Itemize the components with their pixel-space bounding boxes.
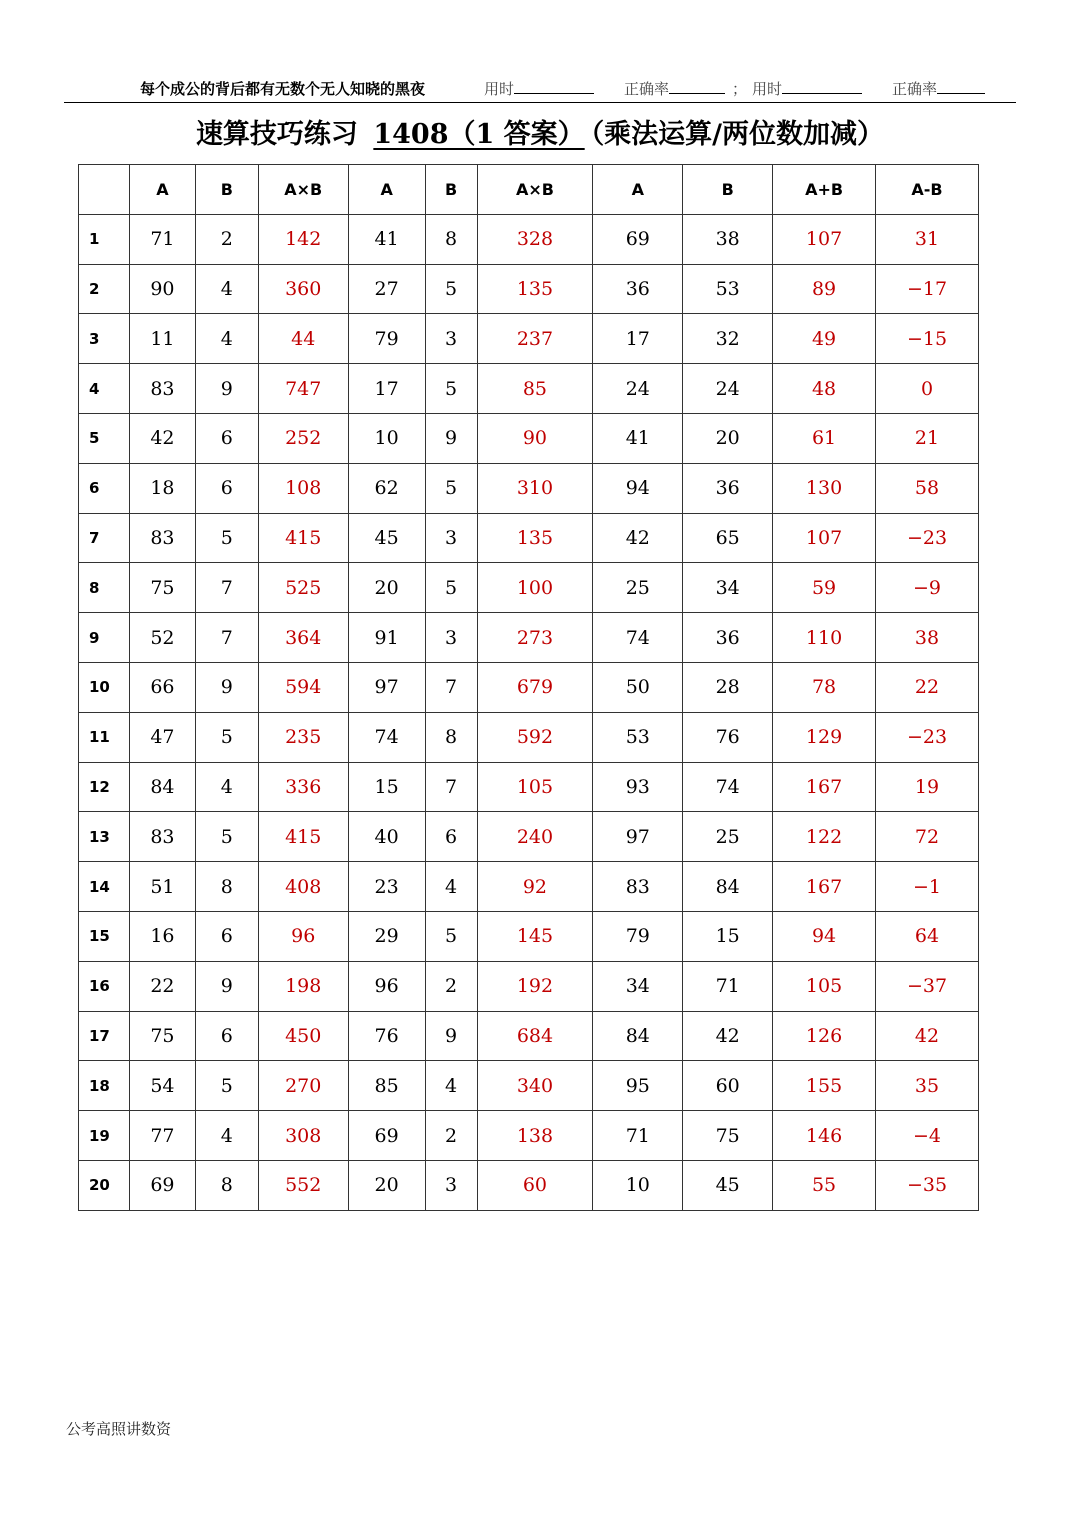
page-title	[0, 112, 1080, 151]
value-a: 76	[348, 1011, 425, 1061]
value-b: 3	[425, 314, 477, 364]
value-a: 25	[593, 563, 683, 613]
table-row	[79, 613, 979, 663]
value-b: 42	[683, 1011, 773, 1061]
answer-difference: 42	[876, 1011, 979, 1061]
value-a: 69	[593, 214, 683, 264]
value-b: 5	[425, 463, 477, 513]
value-b: 7	[425, 762, 477, 812]
answer-sum: 107	[773, 214, 876, 264]
value-b: 74	[683, 762, 773, 812]
table-row	[79, 911, 979, 961]
value-a: 93	[593, 762, 683, 812]
value-a: 83	[129, 513, 195, 563]
answer-sum: 49	[773, 314, 876, 364]
value-a: 23	[348, 862, 425, 912]
answer-difference: 22	[876, 662, 979, 712]
value-a: 96	[348, 961, 425, 1011]
answer-difference: −9	[876, 563, 979, 613]
answer-product: 192	[477, 961, 593, 1011]
answer-sum: 105	[773, 961, 876, 1011]
value-a: 41	[593, 413, 683, 463]
separator: ；	[732, 80, 748, 98]
value-a: 71	[129, 214, 195, 264]
value-b: 2	[425, 961, 477, 1011]
value-a: 52	[129, 613, 195, 663]
answer-product: 336	[258, 762, 348, 812]
value-a: 17	[593, 314, 683, 364]
value-b: 6	[195, 1011, 258, 1061]
value-b: 5	[425, 563, 477, 613]
practice-table	[78, 164, 979, 1211]
value-b: 4	[195, 314, 258, 364]
row-index: 20	[79, 1160, 130, 1210]
sum-header: A+B	[773, 165, 876, 215]
row-index: 17	[79, 1011, 130, 1061]
answer-product: 310	[477, 463, 593, 513]
accuracy-field-1	[624, 78, 725, 99]
time-blank-2[interactable]	[782, 79, 862, 94]
answer-difference: −1	[876, 862, 979, 912]
value-b: 45	[683, 1160, 773, 1210]
value-b: 76	[683, 712, 773, 762]
value-a: 29	[348, 911, 425, 961]
b-header: B	[425, 165, 477, 215]
value-a: 34	[593, 961, 683, 1011]
row-index: 9	[79, 613, 130, 663]
table-row	[79, 1011, 979, 1061]
answer-difference: −4	[876, 1111, 979, 1161]
value-a: 84	[129, 762, 195, 812]
answer-difference: 31	[876, 214, 979, 264]
value-a: 10	[593, 1160, 683, 1210]
value-b: 7	[195, 563, 258, 613]
value-b: 6	[195, 463, 258, 513]
value-b: 5	[425, 364, 477, 414]
value-a: 41	[348, 214, 425, 264]
value-b: 2	[195, 214, 258, 264]
row-index: 13	[79, 812, 130, 862]
value-a: 53	[593, 712, 683, 762]
answer-product: 747	[258, 364, 348, 414]
answer-difference: −15	[876, 314, 979, 364]
value-a: 50	[593, 662, 683, 712]
row-index: 19	[79, 1111, 130, 1161]
value-b: 3	[425, 513, 477, 563]
value-a: 20	[348, 1160, 425, 1210]
time-label-2: 用时	[752, 80, 783, 98]
value-b: 34	[683, 563, 773, 613]
answer-difference: −23	[876, 513, 979, 563]
value-a: 20	[348, 563, 425, 613]
value-b: 4	[195, 1111, 258, 1161]
answer-product: 240	[477, 812, 593, 862]
answer-difference: 21	[876, 413, 979, 463]
table-row	[79, 712, 979, 762]
answer-sum: 59	[773, 563, 876, 613]
answer-product: 592	[477, 712, 593, 762]
answer-sum: 167	[773, 862, 876, 912]
value-a: 24	[593, 364, 683, 414]
answer-difference: −23	[876, 712, 979, 762]
answer-product: 552	[258, 1160, 348, 1210]
value-b: 4	[425, 862, 477, 912]
value-a: 77	[129, 1111, 195, 1161]
value-a: 42	[593, 513, 683, 563]
value-a: 40	[348, 812, 425, 862]
answer-sum: 167	[773, 762, 876, 812]
value-b: 84	[683, 862, 773, 912]
value-a: 91	[348, 613, 425, 663]
row-index: 11	[79, 712, 130, 762]
answer-sum: 78	[773, 662, 876, 712]
value-a: 47	[129, 712, 195, 762]
accuracy-blank-2[interactable]	[937, 79, 985, 94]
index-header	[79, 165, 130, 215]
value-a: 74	[348, 712, 425, 762]
difference-header: A-B	[876, 165, 979, 215]
value-a: 95	[593, 1061, 683, 1111]
answer-product: 450	[258, 1011, 348, 1061]
row-index: 5	[79, 413, 130, 463]
value-a: 10	[348, 413, 425, 463]
value-b: 36	[683, 463, 773, 513]
table-body	[79, 214, 979, 1210]
answer-sum: 94	[773, 911, 876, 961]
answer-product: 415	[258, 812, 348, 862]
b-header: B	[683, 165, 773, 215]
answer-product: 135	[477, 513, 593, 563]
answer-product: 90	[477, 413, 593, 463]
answer-difference: 35	[876, 1061, 979, 1111]
value-b: 5	[425, 264, 477, 314]
answer-sum: 89	[773, 264, 876, 314]
answer-product: 85	[477, 364, 593, 414]
answer-product: 135	[477, 264, 593, 314]
table-row	[79, 1160, 979, 1210]
row-index: 7	[79, 513, 130, 563]
answer-difference: −17	[876, 264, 979, 314]
answer-product: 145	[477, 911, 593, 961]
value-a: 16	[129, 911, 195, 961]
value-b: 8	[195, 862, 258, 912]
value-b: 7	[195, 613, 258, 663]
row-index: 4	[79, 364, 130, 414]
b-header: B	[195, 165, 258, 215]
answer-product: 92	[477, 862, 593, 912]
product-header: A×B	[477, 165, 593, 215]
row-index: 14	[79, 862, 130, 912]
answer-product: 198	[258, 961, 348, 1011]
answer-difference: 72	[876, 812, 979, 862]
table-row	[79, 563, 979, 613]
title-prefix: 速算技巧练习	[195, 119, 358, 150]
answer-difference: 0	[876, 364, 979, 414]
row-index: 2	[79, 264, 130, 314]
value-b: 2	[425, 1111, 477, 1161]
motto-text: 每个成公的背后都有无数个无人知晓的黑夜	[140, 80, 426, 98]
answer-product: 96	[258, 911, 348, 961]
value-b: 75	[683, 1111, 773, 1161]
accuracy-label-2: 正确率	[892, 80, 938, 98]
a-header: A	[129, 165, 195, 215]
value-b: 6	[425, 812, 477, 862]
header-bar	[64, 74, 1016, 103]
answer-difference: −37	[876, 961, 979, 1011]
answer-product: 237	[477, 314, 593, 364]
value-b: 15	[683, 911, 773, 961]
value-b: 5	[195, 513, 258, 563]
value-a: 75	[129, 563, 195, 613]
table-row	[79, 413, 979, 463]
answer-product: 100	[477, 563, 593, 613]
answer-sum: 126	[773, 1011, 876, 1061]
answer-difference: 38	[876, 613, 979, 663]
table-row	[79, 513, 979, 563]
answer-product: 252	[258, 413, 348, 463]
answer-product: 235	[258, 712, 348, 762]
value-b: 9	[195, 364, 258, 414]
answer-product: 679	[477, 662, 593, 712]
answer-difference: 64	[876, 911, 979, 961]
answer-product: 138	[477, 1111, 593, 1161]
value-b: 5	[195, 812, 258, 862]
value-a: 83	[129, 812, 195, 862]
row-index: 6	[79, 463, 130, 513]
value-a: 74	[593, 613, 683, 663]
value-a: 18	[129, 463, 195, 513]
row-index: 18	[79, 1061, 130, 1111]
row-index: 1	[79, 214, 130, 264]
value-a: 27	[348, 264, 425, 314]
answer-product: 308	[258, 1111, 348, 1161]
answer-product: 142	[258, 214, 348, 264]
value-b: 20	[683, 413, 773, 463]
value-b: 8	[195, 1160, 258, 1210]
value-a: 54	[129, 1061, 195, 1111]
value-a: 97	[593, 812, 683, 862]
answer-product: 594	[258, 662, 348, 712]
value-b: 8	[425, 712, 477, 762]
table-row	[79, 314, 979, 364]
time-field-1	[484, 78, 594, 99]
table-row	[79, 862, 979, 912]
answer-sum: 122	[773, 812, 876, 862]
value-b: 24	[683, 364, 773, 414]
value-b: 28	[683, 662, 773, 712]
answer-sum: 155	[773, 1061, 876, 1111]
time-blank-1[interactable]	[514, 79, 594, 94]
value-b: 4	[195, 264, 258, 314]
answer-product: 408	[258, 862, 348, 912]
value-a: 84	[593, 1011, 683, 1061]
value-b: 25	[683, 812, 773, 862]
row-index: 16	[79, 961, 130, 1011]
row-index: 15	[79, 911, 130, 961]
value-b: 65	[683, 513, 773, 563]
value-a: 79	[593, 911, 683, 961]
value-b: 9	[195, 961, 258, 1011]
value-b: 9	[425, 413, 477, 463]
answer-product: 270	[258, 1061, 348, 1111]
value-a: 90	[129, 264, 195, 314]
value-a: 45	[348, 513, 425, 563]
answer-product: 364	[258, 613, 348, 663]
answer-product: 340	[477, 1061, 593, 1111]
answer-sum: 146	[773, 1111, 876, 1161]
value-a: 79	[348, 314, 425, 364]
value-b: 38	[683, 214, 773, 264]
value-a: 17	[348, 364, 425, 414]
value-a: 36	[593, 264, 683, 314]
accuracy-label-1: 正确率	[624, 80, 670, 98]
row-index: 3	[79, 314, 130, 364]
table-row	[79, 264, 979, 314]
answer-sum: 61	[773, 413, 876, 463]
answer-product: 44	[258, 314, 348, 364]
value-b: 5	[195, 712, 258, 762]
table-row	[79, 364, 979, 414]
answer-product: 108	[258, 463, 348, 513]
answer-product: 415	[258, 513, 348, 563]
value-a: 51	[129, 862, 195, 912]
footer-text: 公考高照讲数资	[66, 1420, 172, 1438]
value-b: 32	[683, 314, 773, 364]
table-header-row	[79, 165, 979, 215]
answer-product: 684	[477, 1011, 593, 1061]
time-label-1: 用时	[484, 80, 515, 98]
value-a: 69	[129, 1160, 195, 1210]
time-field-2	[752, 78, 862, 99]
value-a: 62	[348, 463, 425, 513]
table-row	[79, 1061, 979, 1111]
value-a: 71	[593, 1111, 683, 1161]
value-b: 3	[425, 1160, 477, 1210]
a-header: A	[593, 165, 683, 215]
answer-product: 360	[258, 264, 348, 314]
table-row	[79, 762, 979, 812]
answer-sum: 110	[773, 613, 876, 663]
answer-difference: −35	[876, 1160, 979, 1210]
table-row	[79, 214, 979, 264]
accuracy-field-2	[892, 78, 985, 99]
title-suffix: （乘法运算/两位数加减）	[590, 119, 885, 150]
answer-product: 525	[258, 563, 348, 613]
value-b: 53	[683, 264, 773, 314]
value-a: 94	[593, 463, 683, 513]
answer-sum: 48	[773, 364, 876, 414]
value-b: 3	[425, 613, 477, 663]
value-a: 15	[348, 762, 425, 812]
value-a: 97	[348, 662, 425, 712]
value-a: 11	[129, 314, 195, 364]
value-b: 6	[195, 413, 258, 463]
answer-product: 273	[477, 613, 593, 663]
answer-product: 328	[477, 214, 593, 264]
product-header: A×B	[258, 165, 348, 215]
value-b: 5	[195, 1061, 258, 1111]
answer-sum: 55	[773, 1160, 876, 1210]
value-a: 75	[129, 1011, 195, 1061]
table-row	[79, 1111, 979, 1161]
value-a: 42	[129, 413, 195, 463]
value-b: 36	[683, 613, 773, 663]
value-a: 69	[348, 1111, 425, 1161]
a-header: A	[348, 165, 425, 215]
table-row	[79, 812, 979, 862]
table-row	[79, 961, 979, 1011]
answer-sum: 107	[773, 513, 876, 563]
title-code: 1408（1 答案）	[373, 119, 585, 150]
answer-product: 105	[477, 762, 593, 812]
value-b: 5	[425, 911, 477, 961]
row-index: 10	[79, 662, 130, 712]
value-a: 66	[129, 662, 195, 712]
value-a: 22	[129, 961, 195, 1011]
answer-product: 60	[477, 1160, 593, 1210]
answer-difference: 58	[876, 463, 979, 513]
value-b: 6	[195, 911, 258, 961]
answer-sum: 130	[773, 463, 876, 513]
value-b: 4	[195, 762, 258, 812]
value-b: 7	[425, 662, 477, 712]
value-a: 85	[348, 1061, 425, 1111]
answer-difference: 19	[876, 762, 979, 812]
value-a: 83	[593, 862, 683, 912]
table-row	[79, 662, 979, 712]
row-index: 8	[79, 563, 130, 613]
value-b: 9	[425, 1011, 477, 1061]
answer-sum: 129	[773, 712, 876, 762]
value-b: 71	[683, 961, 773, 1011]
value-b: 60	[683, 1061, 773, 1111]
row-index: 12	[79, 762, 130, 812]
value-b: 8	[425, 214, 477, 264]
value-b: 4	[425, 1061, 477, 1111]
value-b: 9	[195, 662, 258, 712]
accuracy-blank-1[interactable]	[669, 79, 725, 94]
value-a: 83	[129, 364, 195, 414]
table-row	[79, 463, 979, 513]
